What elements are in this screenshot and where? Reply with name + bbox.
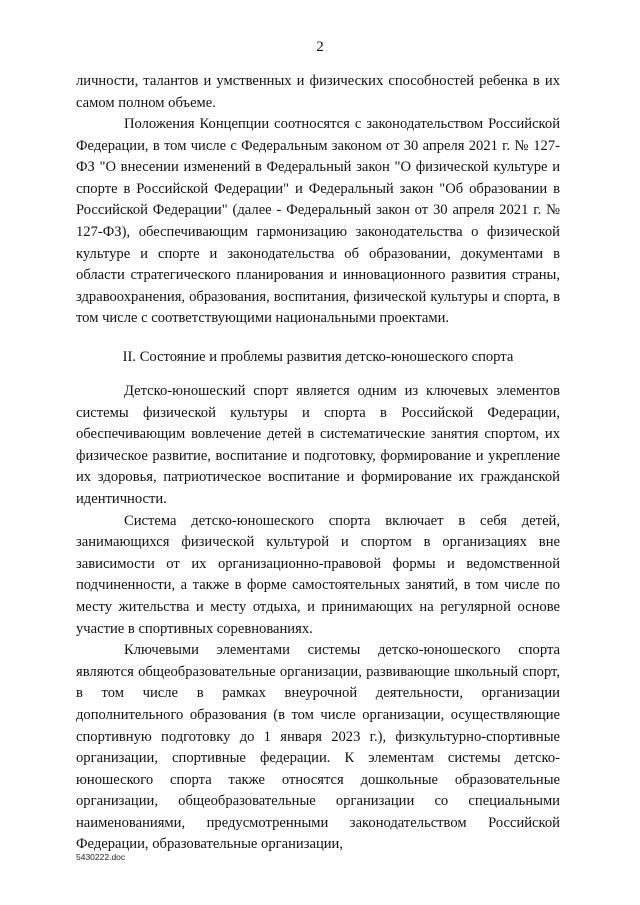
footer-doc-id: 5430222.doc <box>76 852 126 862</box>
body-text-concept <box>76 114 560 330</box>
body-text-top <box>76 71 560 114</box>
key-elements-paragraph: Ключевыми элементами системы детско-юношеского спорта являются общеобразовательные организации, развивающие школьный спорт, в том числе в рамках внеурочной деятельности, организации дополнительного образования (в том числе организации, осуществляющие спортивную подготовку до 1 января 2023 г.), физкультурно-спортивные организации, спортивные федерации. К элементам системы детско-юношеского спорта также относятся дошкольные образовательные организации, общеобразовательные организации со специальными наименованиями, предусмотренными законодательством Российской Федерации, образовательные организации, <box>76 642 560 853</box>
page-number: 2 <box>316 39 324 55</box>
youth-sport-definition-paragraph: Детско-юношеский спорт является одним из ключевых элементов системы физической культуры и спорта в Российской Федерации, обеспечивающим вовлечение детей в систематические занятия спортом, их физическое развитие, воспитание и подготовку, формирование и укрепление их здоровья, патриотическое воспитание и формирование их гражданской идентичности. <box>76 383 560 507</box>
continuation-paragraph: личности, талантов и умственных и физических способностей ребенка в их самом полном объеме. <box>76 73 560 111</box>
concept-law-paragraph: Положения Концепции соотносятся с законодательством Российской Федерации, в том числе с Федеральным законом от 30 апреля 2021 г. № 127-ФЗ "О внесении изменений в Федеральный закон "О физической культуре и спорте в Российской Федерации" и Федеральный закон "Об образовании в Российской Федерации" (далее - Федеральный закон от 30 апреля 2021 г. № 127-ФЗ), обеспечивающим гармонизацию законодательства о физической культуре и спорте и законодательства об образовании, документами в области стратегического планирования и инновационного развития страны, здравоохранения, образования, воспитания, физической культуры и спорта, в том числе с соответствующими национальными проектами. <box>76 116 560 327</box>
body-text-section <box>76 381 560 856</box>
section-heading: II. Состояние и проблемы развития детско-юношеского спорта <box>122 349 514 365</box>
system-composition-paragraph: Система детско-юношеского спорта включает в себя детей, занимающихся физической культурой и спортом в организациях вне зависимости от их организационно-правовой формы и ведомственной подчиненности, а также в форме самостоятельных занятий, в том числе по месту жительства и месту отдыха, и принимающих на регулярной основе участие в спортивных соревнованиях. <box>76 512 560 637</box>
